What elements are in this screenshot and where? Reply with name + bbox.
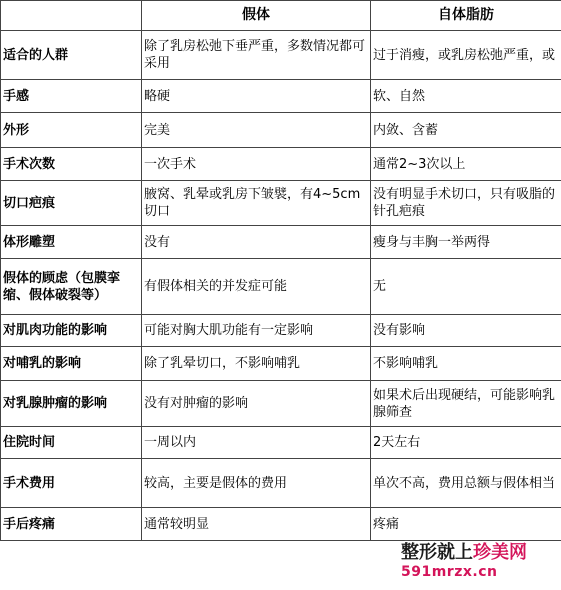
- fat-cell: 没有影响: [371, 315, 561, 347]
- watermark-slogan: [401, 542, 527, 563]
- implant-cell: 一周以内: [142, 427, 371, 459]
- fat-cell: 没有明显手术切口，只有吸脂的针孔疤痕: [371, 181, 561, 226]
- table-row: [1, 148, 561, 181]
- site-watermark: [401, 542, 553, 584]
- watermark-brand: 珍美网: [473, 542, 527, 563]
- table-row: [1, 181, 561, 226]
- fat-cell: 过于消瘦，或乳房松弛严重，或: [371, 31, 561, 80]
- fat-cell: 疼痛: [371, 508, 561, 541]
- table-row: [1, 315, 561, 347]
- fat-cell: 瘦身与丰胸一举两得: [371, 226, 561, 259]
- row-label: 切口疤痕: [1, 181, 142, 226]
- table-row: [1, 347, 561, 381]
- implant-cell: 除了乳晕切口，不影响哺乳: [142, 347, 371, 381]
- header-cell-implant: 假体: [142, 1, 371, 31]
- fat-cell: 无: [371, 259, 561, 315]
- row-label: 住院时间: [1, 427, 142, 459]
- fat-cell: 2天左右: [371, 427, 561, 459]
- row-label: 体形雕塑: [1, 226, 142, 259]
- fat-cell: 如果术后出现硬结，可能影响乳腺筛查: [371, 381, 561, 427]
- row-label: 对哺乳的影响: [1, 347, 142, 381]
- implant-cell: 一次手术: [142, 148, 371, 181]
- table-row: [1, 459, 561, 508]
- table-row: [1, 80, 561, 113]
- implant-cell: 通常较明显: [142, 508, 371, 541]
- row-label: 手后疼痛: [1, 508, 142, 541]
- implant-cell: 较高，主要是假体的费用: [142, 459, 371, 508]
- row-label: 外形: [1, 113, 142, 148]
- row-label: 假体的顾虑（包膜挛缩、假体破裂等）: [1, 259, 142, 315]
- fat-cell: 通常2~3次以上: [371, 148, 561, 181]
- row-label: 对乳腺肿瘤的影响: [1, 381, 142, 427]
- fat-cell: 单次不高，费用总额与假体相当: [371, 459, 561, 508]
- implant-cell: 可能对胸大肌功能有一定影响: [142, 315, 371, 347]
- table-row: [1, 113, 561, 148]
- implant-cell: 腋窝、乳晕或乳房下皱襞，有4~5cm切口: [142, 181, 371, 226]
- implant-cell: 完美: [142, 113, 371, 148]
- row-label: 对肌肉功能的影响: [1, 315, 142, 347]
- row-label: 手感: [1, 80, 142, 113]
- table-row: [1, 226, 561, 259]
- header-row: [1, 1, 561, 31]
- watermark-slogan-prefix: 整形就上: [401, 542, 473, 563]
- header-cell-fat: 自体脂肪: [371, 1, 561, 31]
- watermark-domain: 591mrzx.cn: [401, 564, 498, 580]
- table-row: [1, 508, 561, 541]
- implant-cell: 略硬: [142, 80, 371, 113]
- header-cell-empty: [1, 1, 142, 31]
- table-row: [1, 259, 561, 315]
- row-label: 适合的人群: [1, 31, 142, 80]
- row-label: 手术次数: [1, 148, 142, 181]
- fat-cell: 内敛、含蓄: [371, 113, 561, 148]
- implant-cell: 没有对肿瘤的影响: [142, 381, 371, 427]
- table-row: [1, 381, 561, 427]
- implant-cell: 除了乳房松弛下垂严重，多数情况都可采用: [142, 31, 371, 80]
- implant-cell: 有假体相关的并发症可能: [142, 259, 371, 315]
- fat-cell: 软、自然: [371, 80, 561, 113]
- table-row: [1, 31, 561, 80]
- row-label: 手术费用: [1, 459, 142, 508]
- fat-cell: 不影响哺乳: [371, 347, 561, 381]
- table-row: [1, 427, 561, 459]
- implant-cell: 没有: [142, 226, 371, 259]
